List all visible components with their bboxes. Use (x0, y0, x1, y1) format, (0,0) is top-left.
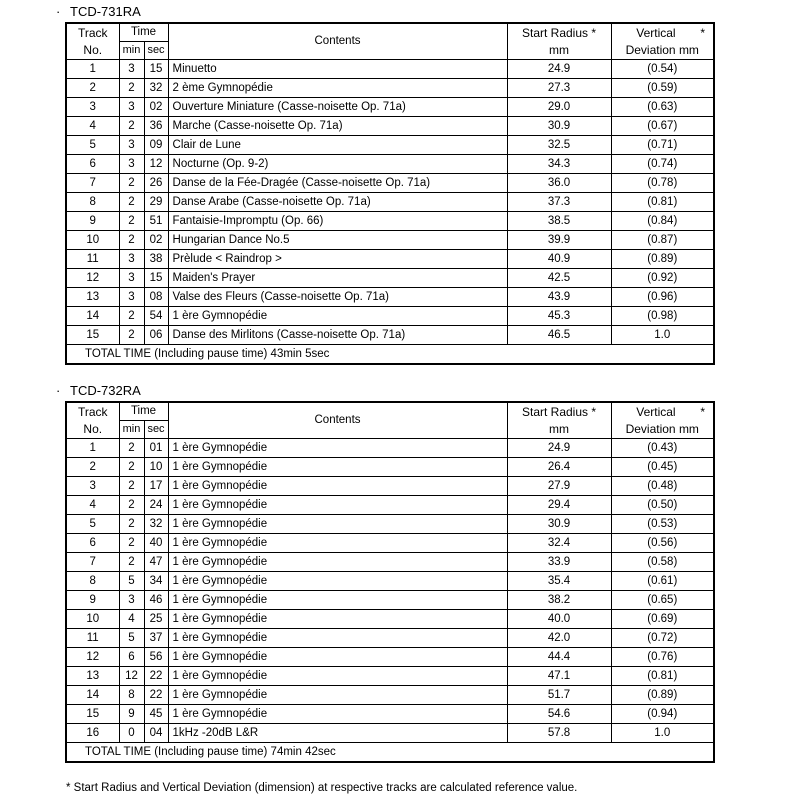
min-cell: 0 (119, 724, 144, 743)
contents-cell: Valse des Fleurs (Casse-noisette Op. 71a) (168, 288, 507, 307)
start-radius-label: Start Radius * (521, 404, 597, 419)
contents-cell: 1 ère Gymnopédie (168, 686, 507, 705)
min-cell: 9 (119, 705, 144, 724)
contents-cell: Marche (Casse-noisette Op. 71a) (168, 117, 507, 136)
start-radius-cell: 42.5 (507, 269, 611, 288)
table-row (66, 212, 714, 231)
contents-header: Contents (168, 23, 507, 60)
sec-cell: 15 (144, 269, 168, 288)
contents-cell: Hungarian Dance No.5 (168, 231, 507, 250)
sec-cell: 06 (144, 326, 168, 345)
track-no-cell: 1 (66, 60, 119, 79)
table-title-tcd-731ra (56, 4, 141, 20)
table-row (66, 477, 714, 496)
vertical-unit: Deviation mm (625, 421, 699, 436)
contents-cell: Maiden's Prayer (168, 269, 507, 288)
vertical-deviation-cell: (0.59) (611, 79, 714, 98)
sec-cell: 37 (144, 629, 168, 648)
track-no-cell: 14 (66, 686, 119, 705)
start-radius-label: Start Radius * (521, 25, 597, 40)
vertical-deviation-cell: (0.94) (611, 705, 714, 724)
table-row (66, 591, 714, 610)
table-row (66, 269, 714, 288)
track-no-header: Track No. (66, 23, 119, 60)
track-no-header: Track No. (66, 402, 119, 439)
track-no-cell: 11 (66, 629, 119, 648)
vertical-deviation-cell: (0.69) (611, 610, 714, 629)
vertical-deviation-cell: (0.87) (611, 231, 714, 250)
vertical-deviation-cell: (0.65) (611, 591, 714, 610)
contents-cell: Minuetto (168, 60, 507, 79)
min-cell: 2 (119, 496, 144, 515)
time-header: Time (119, 23, 168, 42)
contents-cell: 1 ère Gymnopédie (168, 572, 507, 591)
contents-cell: 2 ème Gymnopédie (168, 79, 507, 98)
start-radius-cell: 35.4 (507, 572, 611, 591)
table-row (66, 174, 714, 193)
contents-cell: Danse des Mirlitons (Casse-noisette Op. 71a) (168, 326, 507, 345)
start-radius-cell: 40.9 (507, 250, 611, 269)
sec-cell: 09 (144, 136, 168, 155)
table-body (66, 60, 714, 345)
contents-cell: 1 ère Gymnopédie (168, 667, 507, 686)
start-radius-cell: 37.3 (507, 193, 611, 212)
sec-cell: 56 (144, 648, 168, 667)
sec-cell: 24 (144, 496, 168, 515)
table-row (66, 155, 714, 174)
track-no-cell: 4 (66, 496, 119, 515)
vertical-deviation-cell: (0.71) (611, 136, 714, 155)
start-radius-cell: 57.8 (507, 724, 611, 743)
vertical-label: Vertical (636, 404, 676, 419)
start-radius-cell: 34.3 (507, 155, 611, 174)
min-cell: 3 (119, 250, 144, 269)
min-cell: 2 (119, 212, 144, 231)
vertical-deviation-cell: (0.56) (611, 534, 714, 553)
contents-cell: 1 ère Gymnopédie (168, 629, 507, 648)
contents-cell: 1 ère Gymnopédie (168, 307, 507, 326)
sec-cell: 10 (144, 458, 168, 477)
contents-cell: 1 ère Gymnopédie (168, 458, 507, 477)
vertical-deviation-cell: (0.81) (611, 667, 714, 686)
min-cell: 3 (119, 98, 144, 117)
start-radius-header (507, 23, 611, 60)
min-cell: 3 (119, 136, 144, 155)
track-no-cell: 14 (66, 307, 119, 326)
bullet-mark: · (56, 4, 61, 19)
min-cell: 2 (119, 458, 144, 477)
track-no-cell: 5 (66, 136, 119, 155)
start-radius-cell: 45.3 (507, 307, 611, 326)
min-cell: 3 (119, 269, 144, 288)
vertical-deviation-cell: (0.78) (611, 174, 714, 193)
min-cell: 2 (119, 515, 144, 534)
sec-cell: 01 (144, 439, 168, 458)
table-row (66, 307, 714, 326)
vertical-deviation-cell: (0.63) (611, 98, 714, 117)
contents-cell: 1 ère Gymnopédie (168, 553, 507, 572)
table-row (66, 250, 714, 269)
vertical-deviation-cell: (0.74) (611, 155, 714, 174)
vertical-label: Vertical (636, 25, 676, 40)
track-no-cell: 7 (66, 553, 119, 572)
vertical-deviation-cell: (0.67) (611, 117, 714, 136)
min-cell: 2 (119, 553, 144, 572)
track-table-tcd-732ra (65, 401, 715, 763)
table-row (66, 288, 714, 307)
table-row (66, 705, 714, 724)
start-radius-cell: 29.4 (507, 496, 611, 515)
sec-cell: 29 (144, 193, 168, 212)
track-no-cell: 3 (66, 477, 119, 496)
vertical-deviation-cell: 1.0 (611, 326, 714, 345)
table-title-text: TCD-731RA (70, 4, 141, 19)
contents-cell: 1 ère Gymnopédie (168, 477, 507, 496)
start-radius-cell: 39.9 (507, 231, 611, 250)
start-radius-cell: 29.0 (507, 98, 611, 117)
total-time: TOTAL TIME (Including pause time) 74min 42sec (66, 743, 714, 763)
sec-cell: 12 (144, 155, 168, 174)
min-cell: 3 (119, 60, 144, 79)
vertical-deviation-cell: (0.61) (611, 572, 714, 591)
start-radius-cell: 26.4 (507, 458, 611, 477)
min-cell: 2 (119, 174, 144, 193)
contents-cell: Nocturne (Op. 9-2) (168, 155, 507, 174)
table-row (66, 572, 714, 591)
footnote: * Start Radius and Vertical Deviation (dimension) at respective tracks are calculated reference value. (66, 782, 578, 794)
sec-cell: 25 (144, 610, 168, 629)
start-radius-cell: 24.9 (507, 60, 611, 79)
start-radius-cell: 40.0 (507, 610, 611, 629)
min-cell: 2 (119, 193, 144, 212)
table-body (66, 439, 714, 743)
min-cell: 3 (119, 155, 144, 174)
vertical-deviation-cell: (0.89) (611, 686, 714, 705)
table-row (66, 193, 714, 212)
min-cell: 3 (119, 288, 144, 307)
track-no-cell: 2 (66, 79, 119, 98)
contents-cell: Prèlude < Raindrop > (168, 250, 507, 269)
table-row (66, 496, 714, 515)
contents-cell: Ouverture Miniature (Casse-noisette Op. 71a) (168, 98, 507, 117)
vertical-deviation-cell: (0.72) (611, 629, 714, 648)
sec-cell: 04 (144, 724, 168, 743)
table-row (66, 231, 714, 250)
vertical-deviation-header (611, 23, 714, 60)
min-cell: 3 (119, 591, 144, 610)
min-cell: 5 (119, 572, 144, 591)
sec-cell: 02 (144, 98, 168, 117)
start-radius-cell: 27.3 (507, 79, 611, 98)
vertical-deviation-header (611, 402, 714, 439)
start-radius-cell: 43.9 (507, 288, 611, 307)
min-header: min (119, 421, 144, 439)
start-radius-cell: 30.9 (507, 515, 611, 534)
track-no-cell: 9 (66, 212, 119, 231)
track-no-cell: 5 (66, 515, 119, 534)
min-cell: 2 (119, 231, 144, 250)
min-cell: 2 (119, 117, 144, 136)
start-radius-cell: 30.9 (507, 117, 611, 136)
track-table-tcd-731ra (65, 22, 715, 365)
contents-cell: 1 ère Gymnopédie (168, 515, 507, 534)
contents-cell: 1kHz -20dB L&R (168, 724, 507, 743)
table-row (66, 667, 714, 686)
track-no-cell: 8 (66, 193, 119, 212)
table-row (66, 629, 714, 648)
min-cell: 2 (119, 79, 144, 98)
sec-cell: 15 (144, 60, 168, 79)
sec-header: sec (144, 42, 168, 60)
start-radius-unit: mm (549, 421, 570, 436)
table-row (66, 515, 714, 534)
vertical-deviation-cell: 1.0 (611, 724, 714, 743)
vertical-deviation-cell: (0.50) (611, 496, 714, 515)
table-row (66, 724, 714, 743)
contents-cell: 1 ère Gymnopédie (168, 648, 507, 667)
start-radius-cell: 33.9 (507, 553, 611, 572)
contents-cell: 1 ère Gymnopédie (168, 591, 507, 610)
track-no-cell: 15 (66, 326, 119, 345)
table-row (66, 686, 714, 705)
start-radius-cell: 27.9 (507, 477, 611, 496)
start-radius-cell: 38.2 (507, 591, 611, 610)
sec-cell: 46 (144, 591, 168, 610)
sec-cell: 36 (144, 117, 168, 136)
start-radius-unit: mm (549, 42, 570, 57)
table-row (66, 534, 714, 553)
track-no-cell: 9 (66, 591, 119, 610)
min-cell: 8 (119, 686, 144, 705)
vertical-deviation-cell: (0.89) (611, 250, 714, 269)
track-no-cell: 12 (66, 648, 119, 667)
track-no-cell: 12 (66, 269, 119, 288)
contents-cell: 1 ère Gymnopédie (168, 705, 507, 724)
min-header: min (119, 42, 144, 60)
vertical-deviation-cell: (0.54) (611, 60, 714, 79)
sec-cell: 32 (144, 79, 168, 98)
track-no-cell: 16 (66, 724, 119, 743)
min-cell: 2 (119, 307, 144, 326)
min-cell: 5 (119, 629, 144, 648)
start-radius-cell: 47.1 (507, 667, 611, 686)
table-row (66, 79, 714, 98)
contents-cell: Danse Arabe (Casse-noisette Op. 71a) (168, 193, 507, 212)
min-cell: 2 (119, 326, 144, 345)
table-row (66, 553, 714, 572)
track-no-cell: 2 (66, 458, 119, 477)
start-radius-cell: 36.0 (507, 174, 611, 193)
sec-cell: 17 (144, 477, 168, 496)
sec-cell: 45 (144, 705, 168, 724)
min-cell: 12 (119, 667, 144, 686)
bullet-mark: · (56, 383, 61, 398)
track-no-cell: 6 (66, 534, 119, 553)
vertical-deviation-cell: (0.92) (611, 269, 714, 288)
vertical-deviation-cell: (0.98) (611, 307, 714, 326)
start-radius-header (507, 402, 611, 439)
start-radius-cell: 38.5 (507, 212, 611, 231)
start-radius-cell: 54.6 (507, 705, 611, 724)
sec-cell: 38 (144, 250, 168, 269)
vertical-deviation-cell: (0.43) (611, 439, 714, 458)
start-radius-cell: 51.7 (507, 686, 611, 705)
table-row (66, 60, 714, 79)
track-no-cell: 10 (66, 610, 119, 629)
contents-cell: 1 ère Gymnopédie (168, 496, 507, 515)
sec-cell: 26 (144, 174, 168, 193)
track-no-cell: 1 (66, 439, 119, 458)
vertical-deviation-cell: (0.53) (611, 515, 714, 534)
table-row (66, 136, 714, 155)
start-radius-cell: 46.5 (507, 326, 611, 345)
track-no-cell: 6 (66, 155, 119, 174)
total-time: TOTAL TIME (Including pause time) 43min 5sec (66, 345, 714, 365)
track-no-cell: 3 (66, 98, 119, 117)
vertical-deviation-cell: (0.84) (611, 212, 714, 231)
sec-cell: 34 (144, 572, 168, 591)
table-row (66, 98, 714, 117)
vertical-deviation-cell: (0.58) (611, 553, 714, 572)
sec-header: sec (144, 421, 168, 439)
vertical-deviation-cell: (0.45) (611, 458, 714, 477)
min-cell: 2 (119, 534, 144, 553)
sec-cell: 08 (144, 288, 168, 307)
table-row (66, 439, 714, 458)
vertical-star: * (700, 404, 706, 419)
sec-cell: 47 (144, 553, 168, 572)
table-row (66, 610, 714, 629)
contents-cell: Clair de Lune (168, 136, 507, 155)
table-row (66, 458, 714, 477)
sec-cell: 02 (144, 231, 168, 250)
vertical-unit: Deviation mm (625, 42, 699, 57)
min-cell: 2 (119, 439, 144, 458)
sec-cell: 22 (144, 667, 168, 686)
contents-cell: 1 ère Gymnopédie (168, 534, 507, 553)
vertical-deviation-cell: (0.96) (611, 288, 714, 307)
sec-cell: 54 (144, 307, 168, 326)
table-title-text: TCD-732RA (70, 383, 141, 398)
sec-cell: 51 (144, 212, 168, 231)
sec-cell: 22 (144, 686, 168, 705)
start-radius-cell: 42.0 (507, 629, 611, 648)
vertical-deviation-cell: (0.48) (611, 477, 714, 496)
start-radius-cell: 24.9 (507, 439, 611, 458)
track-no-cell: 15 (66, 705, 119, 724)
track-no-cell: 10 (66, 231, 119, 250)
contents-cell: Fantaisie-Impromptu (Op. 66) (168, 212, 507, 231)
start-radius-cell: 32.4 (507, 534, 611, 553)
start-radius-cell: 32.5 (507, 136, 611, 155)
track-no-cell: 13 (66, 288, 119, 307)
vertical-deviation-cell: (0.76) (611, 648, 714, 667)
contents-cell: 1 ère Gymnopédie (168, 610, 507, 629)
start-radius-cell: 44.4 (507, 648, 611, 667)
contents-header: Contents (168, 402, 507, 439)
table-title-tcd-732ra (56, 383, 141, 399)
table-row (66, 326, 714, 345)
time-header: Time (119, 402, 168, 421)
min-cell: 6 (119, 648, 144, 667)
table-row (66, 648, 714, 667)
vertical-deviation-cell: (0.81) (611, 193, 714, 212)
track-no-cell: 7 (66, 174, 119, 193)
contents-cell: Danse de la Fée-Dragée (Casse-noisette Op. 71a) (168, 174, 507, 193)
track-no-cell: 8 (66, 572, 119, 591)
track-no-cell: 4 (66, 117, 119, 136)
vertical-star: * (700, 25, 706, 40)
sec-cell: 32 (144, 515, 168, 534)
track-no-cell: 11 (66, 250, 119, 269)
min-cell: 4 (119, 610, 144, 629)
sec-cell: 40 (144, 534, 168, 553)
contents-cell: 1 ère Gymnopédie (168, 439, 507, 458)
table-row (66, 117, 714, 136)
min-cell: 2 (119, 477, 144, 496)
track-no-cell: 13 (66, 667, 119, 686)
